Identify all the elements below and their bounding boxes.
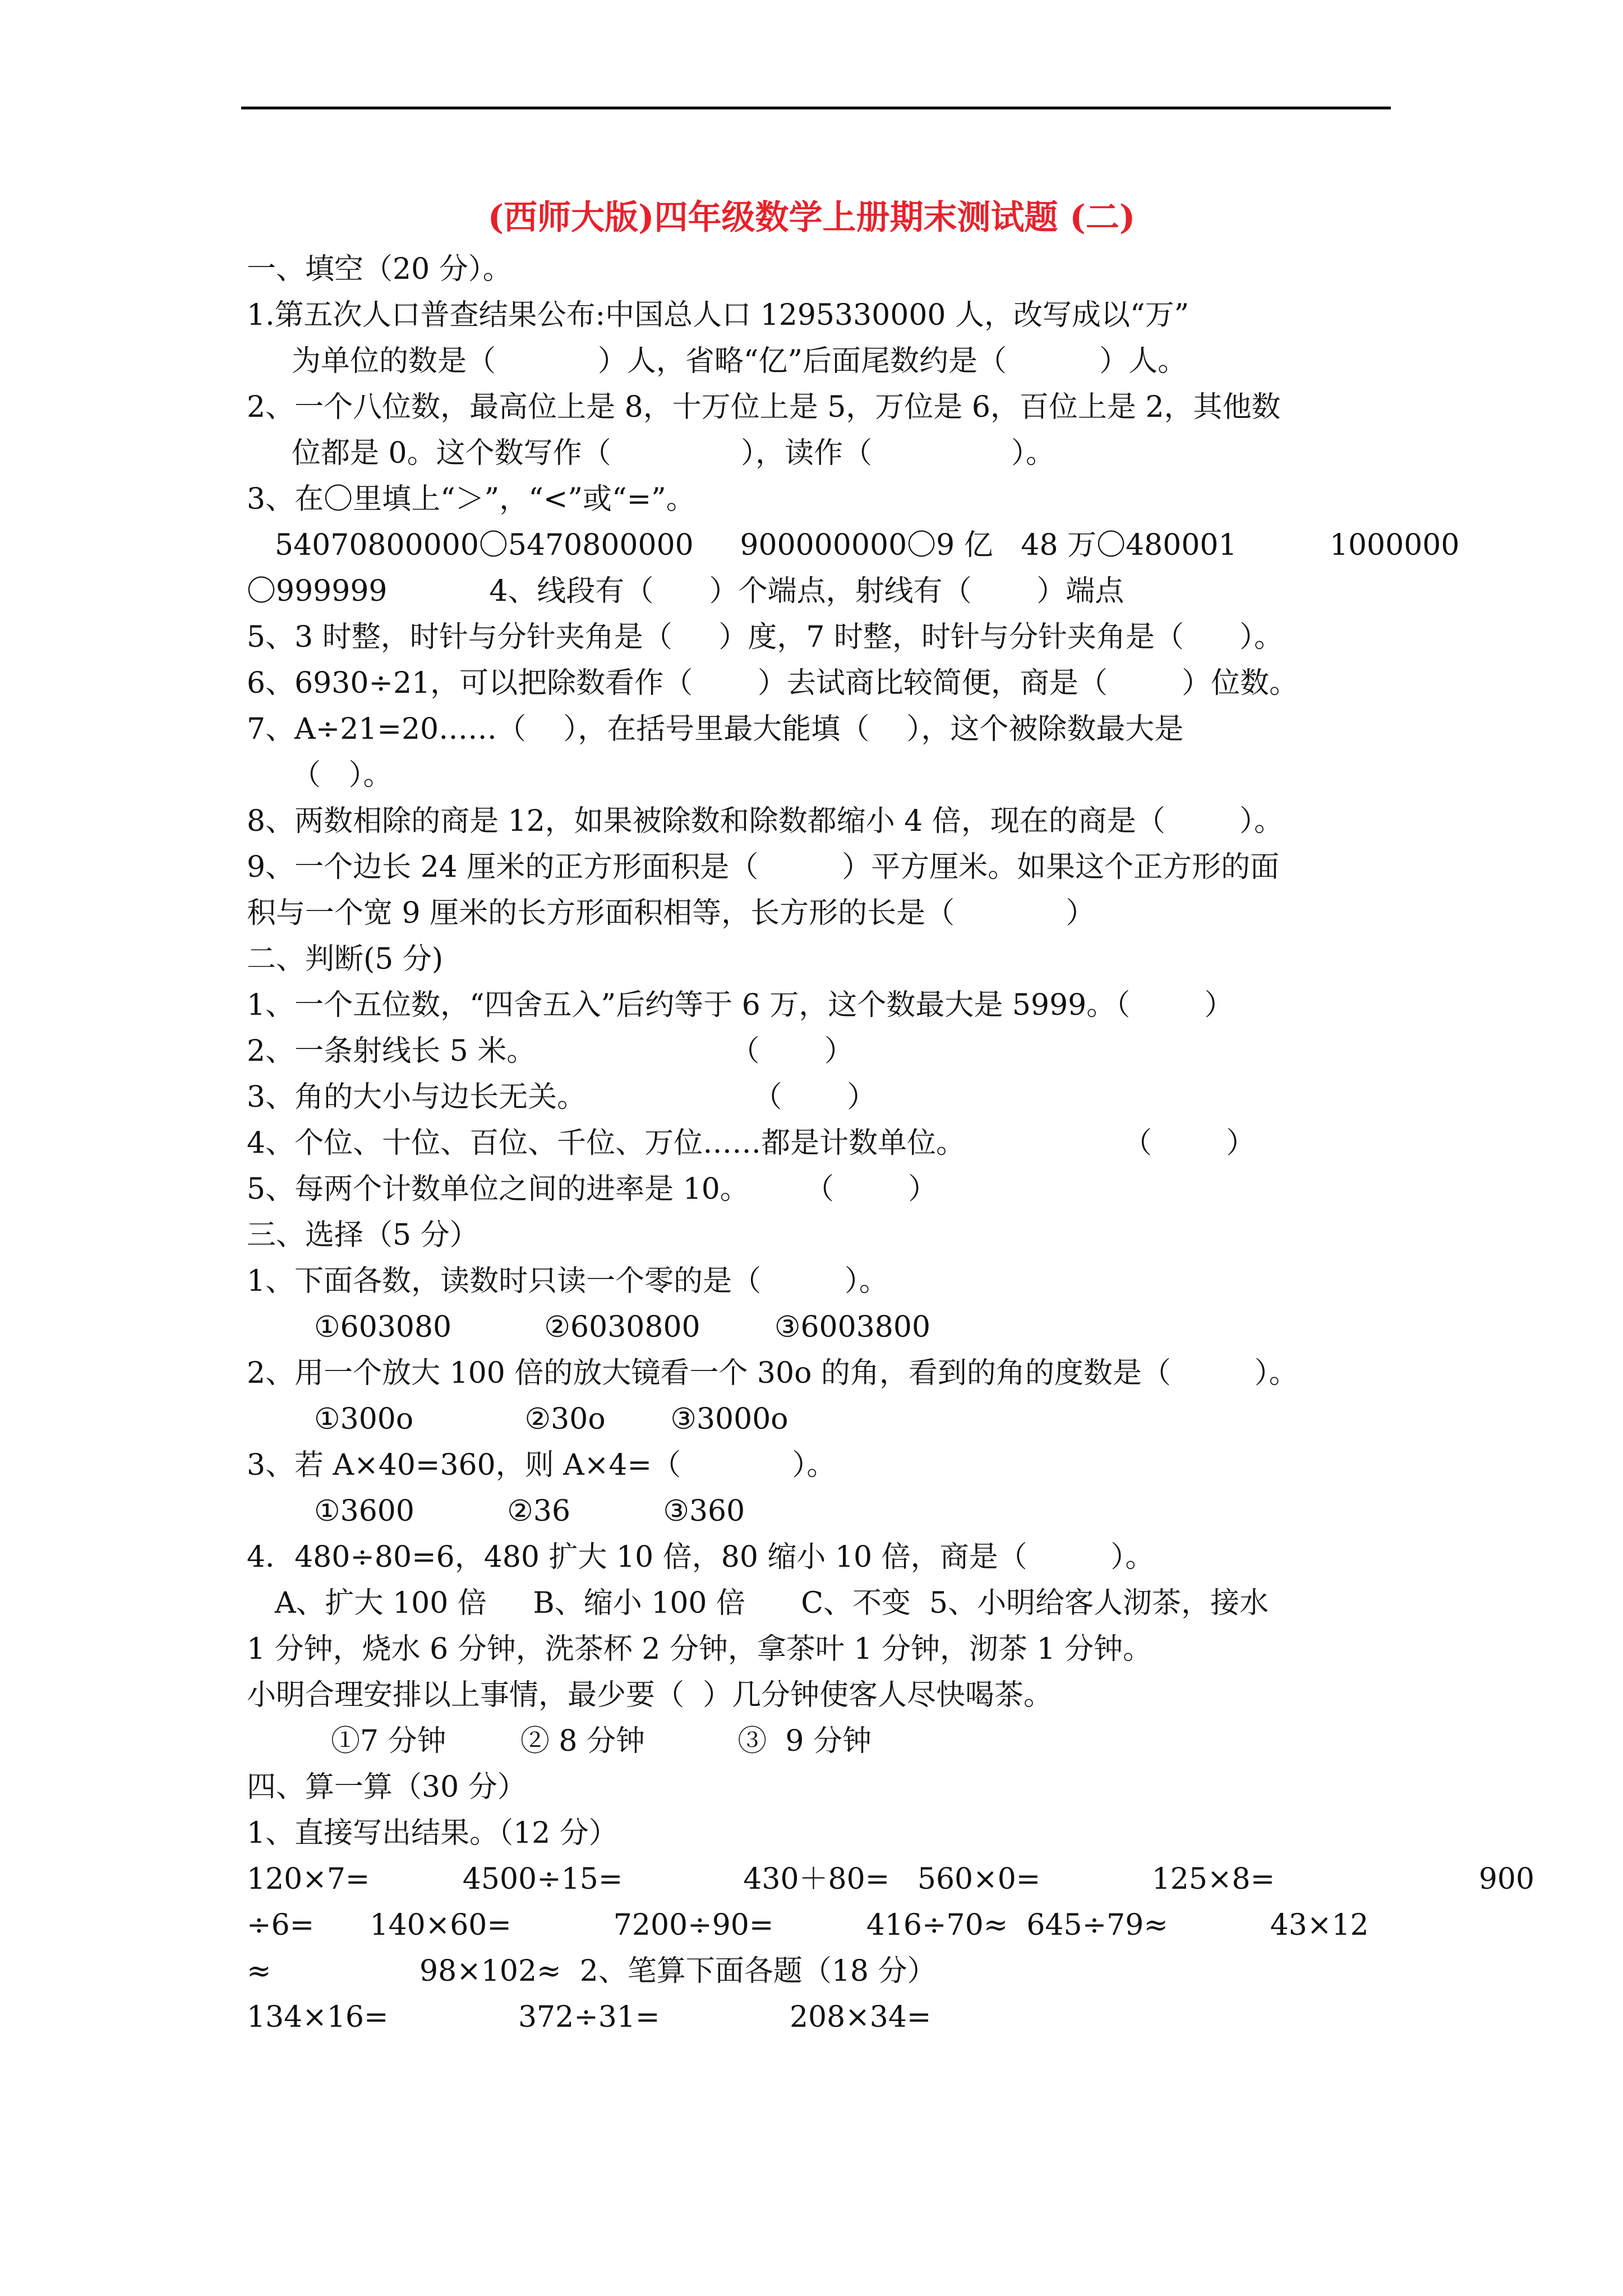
document-title: (西师大版)四年级数学上册期末测试题 (二) (487, 198, 1136, 237)
question-text: 1.第五次人口普查结果公布:中国总人口 1295330000 人，改写成以“万” (247, 298, 1189, 332)
question-text: 5、每两个计数单位之间的进率是 10。 （ ） (247, 1172, 938, 1206)
question-text: 2、用一个放大 100 倍的放大镜看一个 30o 的角，看到的角的度数是（ ）。 (247, 1356, 1298, 1390)
calculation-row: 120×7= 4500÷15= 430＋80= 560×0= 125×8= 900 (247, 1862, 1535, 1896)
question-text: 4．480÷80=6，480 扩大 10 倍，80 缩小 10 倍，商是（ ）。 (247, 1540, 1155, 1574)
question-text: A、扩大 100 倍 B、缩小 100 倍 C、不变 5、小明给客人沏茶，接水 (275, 1586, 1269, 1620)
question-text: 54070800000〇5470800000 900000000〇9 亿 48 万〇480001 1000000 (275, 528, 1460, 562)
header-rule (241, 107, 1391, 109)
question-text: 3、在〇里填上“＞”，“<”或“=”。 (247, 482, 695, 516)
calculation-row: ≈ 98×102≈ 2、笔算下面各题（18 分） (247, 1954, 937, 1988)
question-text: 〇999999 4、线段有（ ）个端点，射线有（ ）端点 (247, 574, 1124, 608)
question-text: 1、一个五位数，“四舍五入”后约等于 6 万，这个数最大是 5999。（ ） (247, 988, 1234, 1022)
section-heading-calculation: 四、算一算（30 分） (247, 1770, 527, 1804)
question-text: 1 分钟，烧水 6 分钟，洗茶杯 2 分钟，拿茶叶 1 分钟，沏茶 1 分钟。 (247, 1632, 1152, 1666)
section-heading-fill-blank: 一、填空（20 分）。 (247, 252, 512, 286)
question-text: 1、下面各数，读数时只读一个零的是（ ）。 (247, 1264, 888, 1298)
question-text: 6、6930÷21，可以把除数看作（ ）去试商比较简便，商是（ ）位数。 (247, 666, 1299, 700)
section-heading-judgement: 二、判断(5 分) (247, 942, 444, 976)
section-heading-choice: 三、选择（5 分） (247, 1218, 479, 1252)
question-text: 8、两数相除的商是 12，如果被除数和除数都缩小 4 倍，现在的商是（ ）。 (247, 804, 1284, 838)
question-text: 积与一个宽 9 厘米的长方形面积相等，长方形的长是（ ） (247, 896, 1095, 930)
question-text: 7、A÷21=20……（ ），在括号里最大能填（ ），这个被除数最大是 (247, 712, 1184, 746)
calculation-row: ÷6= 140×60= 7200÷90= 416÷70≈ 645÷79≈ 43×12 (247, 1908, 1369, 1942)
question-text: 2、一条射线长 5 米。 （ ） (247, 1034, 854, 1068)
answer-options: ①7 分钟 ② 8 分钟 ③ 9 分钟 (331, 1724, 872, 1758)
answer-options: ①3600 ②36 ③360 (314, 1494, 745, 1528)
question-text: 1、直接写出结果。（12 分） (247, 1816, 618, 1850)
question-text: 3、若 A×40=360，则 A×4=（ ）。 (247, 1448, 836, 1482)
question-text: 为单位的数是（ ）人，省略“亿”后面尾数约是（ ）人。 (292, 344, 1187, 378)
question-text: 小明合理安排以上事情，最少要（ ）几分钟使客人尽快喝茶。 (247, 1678, 1053, 1712)
question-text: 9、一个边长 24 厘米的正方形面积是（ ）平方厘米。如果这个正方形的面 (247, 850, 1280, 884)
answer-options: ①603080 ②6030800 ③6003800 (314, 1310, 931, 1344)
question-text: 2、一个八位数，最高位上是 8，十万位上是 5，万位是 6，百位上是 2，其他数 (247, 390, 1281, 424)
question-text: 3、角的大小与边长无关。 （ ） (247, 1080, 877, 1114)
calculation-row: 134×16= 372÷31= 208×34= (247, 2000, 932, 2034)
question-text: 4、个位、十位、百位、千位、万位……都是计数单位。 （ ） (247, 1126, 1256, 1160)
question-text: （ ）。 (292, 758, 393, 792)
question-text: 位都是 0。这个数写作（ ），读作（ ）。 (292, 436, 1055, 470)
answer-options: ①300o ②30o ③3000o (314, 1402, 789, 1436)
question-text: 5、3 时整，时针与分针夹角是（ ）度，7 时整，时针与分针夹角是（ ）。 (247, 620, 1284, 654)
